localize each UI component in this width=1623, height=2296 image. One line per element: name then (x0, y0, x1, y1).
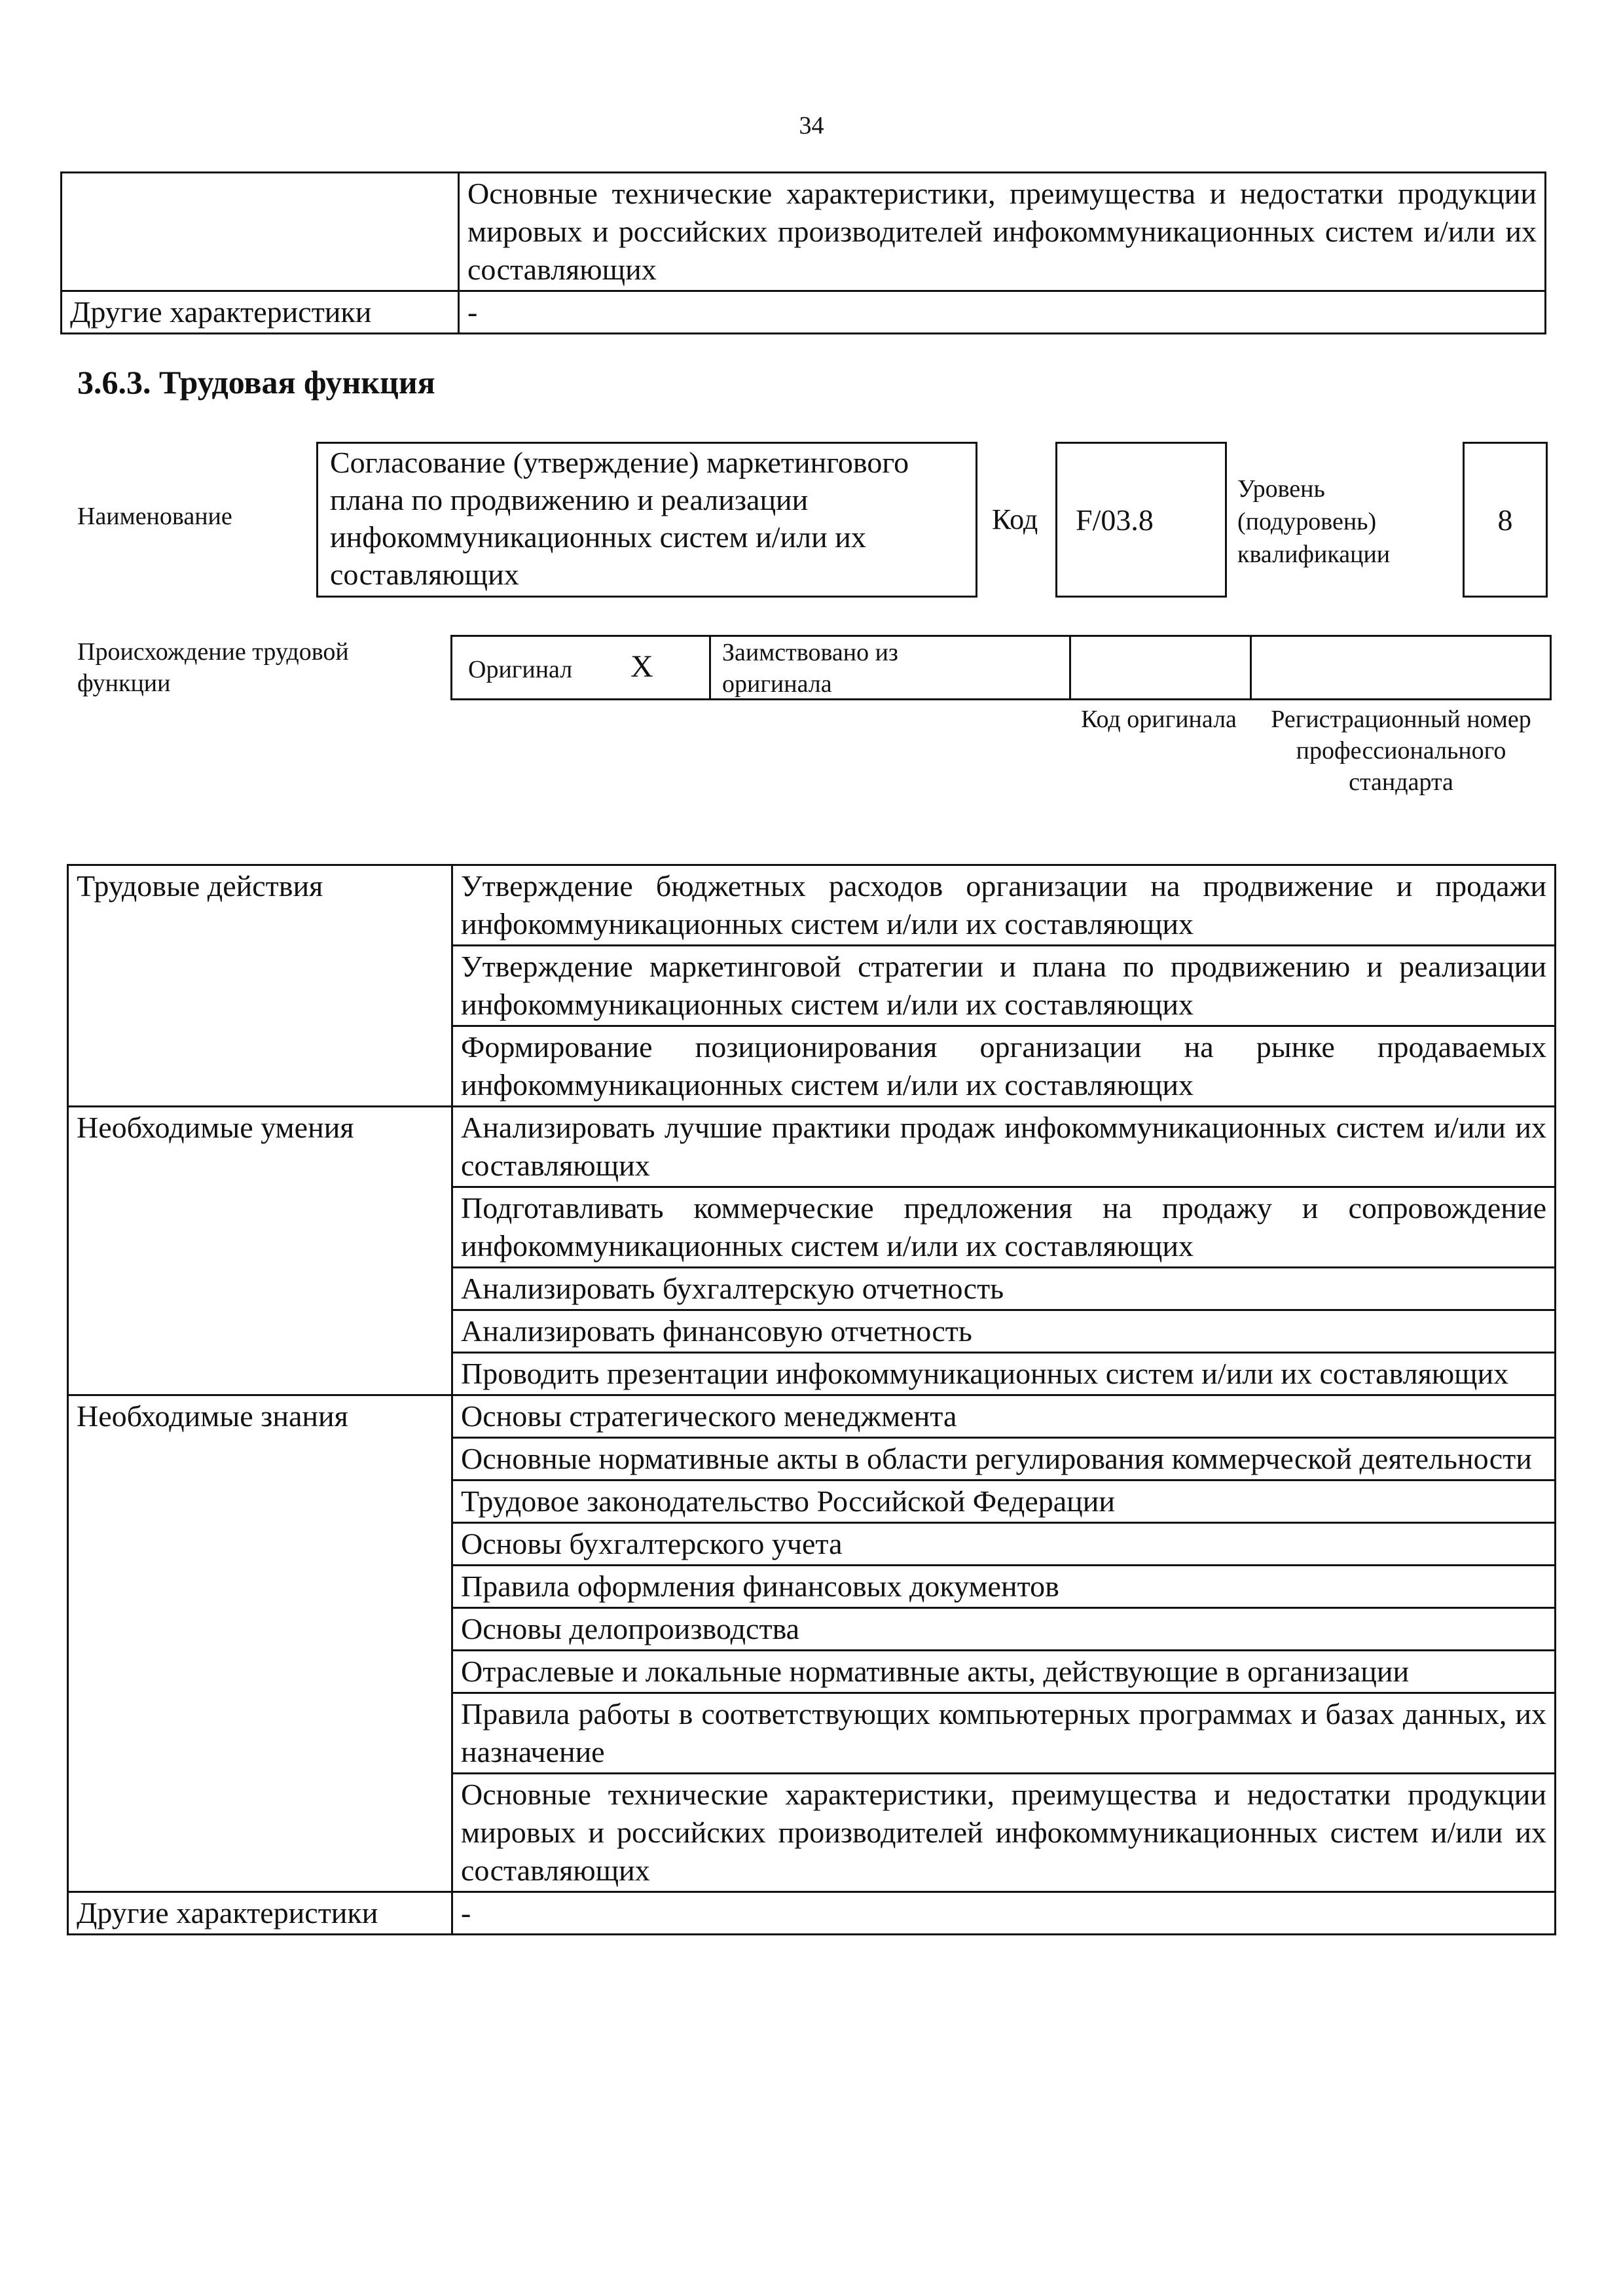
top-table-other-value: - (459, 291, 1546, 334)
knowledge-item: Правила работы в соответствующих компьютерных программах и базах данных, их назначение (452, 1693, 1556, 1774)
page-number: 34 (799, 112, 824, 139)
knowledge-item: Основные нормативные акты в области регулирования коммерческой деятельности (452, 1438, 1556, 1480)
original-mark: X (630, 649, 653, 684)
function-name-value: Согласование (утверждение) маркетингового плана по продвижению и реализации инфокоммуникационных систем и/или их составляющих (330, 446, 909, 591)
skill-item: Анализировать лучшие практики продаж инфокоммуникационных систем и/или их составляющих (452, 1107, 1556, 1187)
top-table-row1-text: Основные технические характеристики, преимущества и недостатки продукции мировых и российских производителей инфокоммуникационных систем и/или их составляющих (459, 173, 1546, 291)
knowledge-item: Отраслевые и локальные нормативные акты, действующие в организации (452, 1651, 1556, 1693)
skill-item: Проводить презентации инфокоммуникационных систем и/или их составляющих (452, 1353, 1556, 1395)
top-table-empty-cell (62, 173, 459, 291)
labor-action-item: Формирование позиционирования организации на рынке продаваемых инфокоммуникационных систем и/или их составляющих (452, 1026, 1556, 1107)
reg-number-caption: Регистрационный номер профессионального стандарта (1271, 706, 1531, 796)
knowledge-item: Основы стратегического менеджмента (452, 1395, 1556, 1438)
origin-divider-3 (1250, 637, 1252, 698)
knowledge-item: Правила оформления финансовых документов (452, 1566, 1556, 1608)
origin-table (450, 635, 1552, 700)
function-name-box (316, 442, 977, 598)
labor-action-item: Утверждение бюджетных расходов организации на продвижение и продажи инфокоммуникационных систем и/или их составляющих (452, 865, 1556, 946)
labor-actions-label: Трудовые действия (68, 865, 452, 1107)
code-box (1055, 442, 1227, 598)
skills-label: Необходимые умения (68, 1107, 452, 1395)
skill-item: Анализировать бухгалтерскую отчетность (452, 1268, 1556, 1310)
code-original-caption: Код оригинала (1081, 706, 1237, 733)
original-label: Оригинал (468, 656, 573, 683)
origin-divider-1 (709, 637, 711, 698)
knowledge-item: Основные технические характеристики, преимущества и недостатки продукции мировых и российских производителей инфокоммуникационных систем и/или их составляющих (452, 1774, 1556, 1892)
code-label: Код (992, 503, 1038, 535)
skill-item: Анализировать финансовую отчетность (452, 1310, 1556, 1353)
section-heading: 3.6.3. Трудовая функция (77, 364, 435, 401)
top-table-other-label: Другие характеристики (62, 291, 459, 334)
knowledge-item: Основы бухгалтерского учета (452, 1523, 1556, 1566)
skill-item: Подготавливать коммерческие предложения на продажу и сопровождение инфокоммуникационных систем и/или их составляющих (452, 1187, 1556, 1268)
knowledge-item: Основы делопроизводства (452, 1608, 1556, 1651)
knowledge-item: Трудовое законодательство Российской Федерации (452, 1480, 1556, 1523)
knowledge-label: Необходимые знания (68, 1395, 452, 1892)
level-value: 8 (1497, 503, 1513, 537)
name-label: Наименование (77, 503, 232, 530)
main-table (67, 864, 1556, 1935)
borrowed-label: Заимствовано из оригинала (722, 639, 898, 698)
other-characteristics-value: - (452, 1892, 1556, 1935)
labor-action-item: Утверждение маркетинговой стратегии и плана по продвижению и реализации инфокоммуникационных систем и/или их составляющих (452, 946, 1556, 1026)
level-box (1463, 442, 1548, 598)
origin-divider-2 (1069, 637, 1071, 698)
code-value: F/03.8 (1076, 503, 1154, 537)
top-continuation-table (60, 171, 1546, 334)
level-label: Уровень (подуровень) квалификации (1237, 475, 1391, 568)
origin-label: Происхождение трудовой функции (77, 638, 349, 697)
other-characteristics-label: Другие характеристики (68, 1892, 452, 1935)
